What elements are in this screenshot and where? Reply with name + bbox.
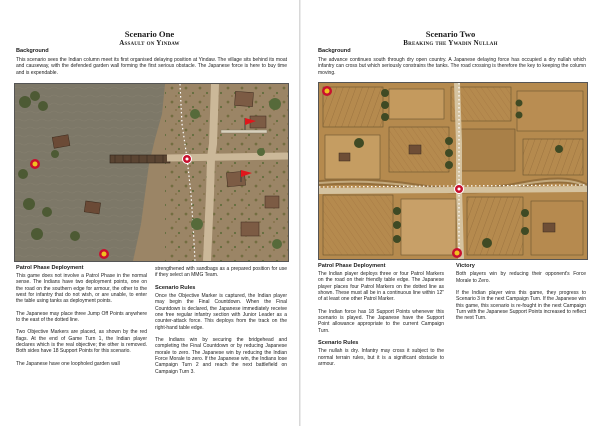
scenario-two-subtitle: Breaking the Ywadin Nullah — [403, 39, 498, 47]
scenario-one-background-heading: Background — [16, 48, 49, 54]
scenario-two-victory-paragraph: Both players win by reducing their opponent's Force Morale to Zero. — [456, 271, 586, 284]
scenario-one-subtitle: Assault on Yindaw — [119, 39, 180, 47]
scenario-one-patrol-paragraph: Two Objective Markers are placed, as shown by the red flags. At the end of Game Turn 1, the Indian player declares which is the real objective; the other is removed. Both sides have 18 Support Points for this scenario. — [16, 329, 147, 355]
scenario-one-patrol-text — [16, 273, 147, 373]
scenario-one-patrol-heading: Patrol Phase Deployment — [16, 265, 84, 271]
scenario-two-column-two — [456, 263, 586, 328]
scenario-one-column-two — [155, 266, 287, 381]
deployment-point-icon — [30, 159, 40, 169]
scenario-two-victory-heading: Victory — [456, 263, 475, 269]
scenario-one-background-text: This scenario sees the Indian column meet its first organised delaying position at Yindaw. The village sits behind its moat and causeway, with the defended garden wall forming the first serious obstacle. The Japanese force is here to buy time and is expendable. — [16, 57, 287, 76]
scenario-one-wall-continuation: strengthened with sandbags as a prepared position for use if they select an MMG Team. — [155, 266, 287, 279]
scenario-two-column-one — [318, 271, 444, 373]
scenario-one-rules-paragraph: Once the Objective Marker is captured, the Indian player may begin the Final Countdown. When the Final Countdown is declared, the Japanese immediately receive one free regular infantry section with Junior Leader as a counter-attack force. This deploys from the track on the right-hand table edge. — [155, 293, 287, 331]
scenario-two-map — [318, 82, 588, 260]
scenario-two-patrol-paragraph: The Indian player deploys three or four Patrol Markers on the road on their friendly table edge. The Japanese player places four Patrol Markers on the dotted line as shown. These must all be in a continuous line within 12" of at least one other Patrol Marker. — [318, 271, 444, 303]
scenario-two-rules-heading: Scenario Rules — [318, 340, 359, 347]
scenario-one-map — [14, 83, 289, 262]
ywadin-battlefield-map — [319, 83, 587, 259]
scenario-two-title: Scenario Two — [425, 29, 476, 39]
scenario-one-rules-paragraph: The Indians win by securing the bridgehead and completing the Final Countdown or by reducing Japanese morale to zero. The Japanese win by reducing the Indian Force Morale to zero. If the Japanese win, the Indians lose Campaign Turn 2 and reach the next battlefield on Campaign Turn 3. — [155, 337, 287, 375]
deployment-point-icon — [452, 248, 462, 258]
scenario-one-patrol-paragraph: The Japanese have one loopholed garden wall — [16, 360, 120, 367]
jump-off-marker-icon — [455, 185, 464, 194]
scenario-two-background-text: The advance continues south through dry open country. A Japanese delaying force has occupied a dry nullah which infantry can cross but which seriously constrains the tanks. The road crossing is therefore the key to keeping the column moving. — [318, 57, 586, 76]
scenario-one-title: Scenario One — [124, 29, 175, 39]
scenario-two-patrol-heading: Patrol Phase Deployment — [318, 263, 386, 269]
jump-off-marker-icon — [183, 155, 192, 164]
scenario-two-victory-paragraph: If the Indian player wins this game, they progress to Scenario 3 in the next Campaign Turn. If the Japanese win this game, this scenario is re-fought in the next Campaign Turn with the Japanese Support Points increased to reflect the next Turn. — [456, 290, 586, 322]
page-scenario-two — [301, 0, 600, 426]
yindaw-battlefield-map — [15, 84, 288, 261]
scenario-one-rules-heading: Scenario Rules — [155, 284, 196, 291]
scenario-one-patrol-paragraph: This game does not involve a Patrol Phase in the normal sense. The Indians have two deployment points, one on the road on the southern edge for armour, the other to the west for infantry that do not wish, or are unable, to enter the table using tanks as deployment points. — [16, 273, 147, 305]
scenario-one-patrol-paragraph: The Japanese may place three Jump Off Points anywhere to the east of the dotted line. — [16, 310, 147, 324]
scenario-two-background-heading: Background — [318, 48, 351, 54]
scenario-two-patrol-paragraph: The Indian force has 18 Support Points whenever this scenario is played. The Japanese have the Support Point allowance appropriate to the current Campaign Turn. — [318, 308, 444, 334]
scenario-two-rules-text: The nullah is dry. Infantry may cross it subject to the normal terrain rules, but it is a significant obstacle to armour. — [318, 348, 444, 368]
deployment-point-icon — [322, 86, 332, 96]
deployment-point-icon — [99, 249, 109, 259]
page-scenario-one — [0, 0, 299, 426]
